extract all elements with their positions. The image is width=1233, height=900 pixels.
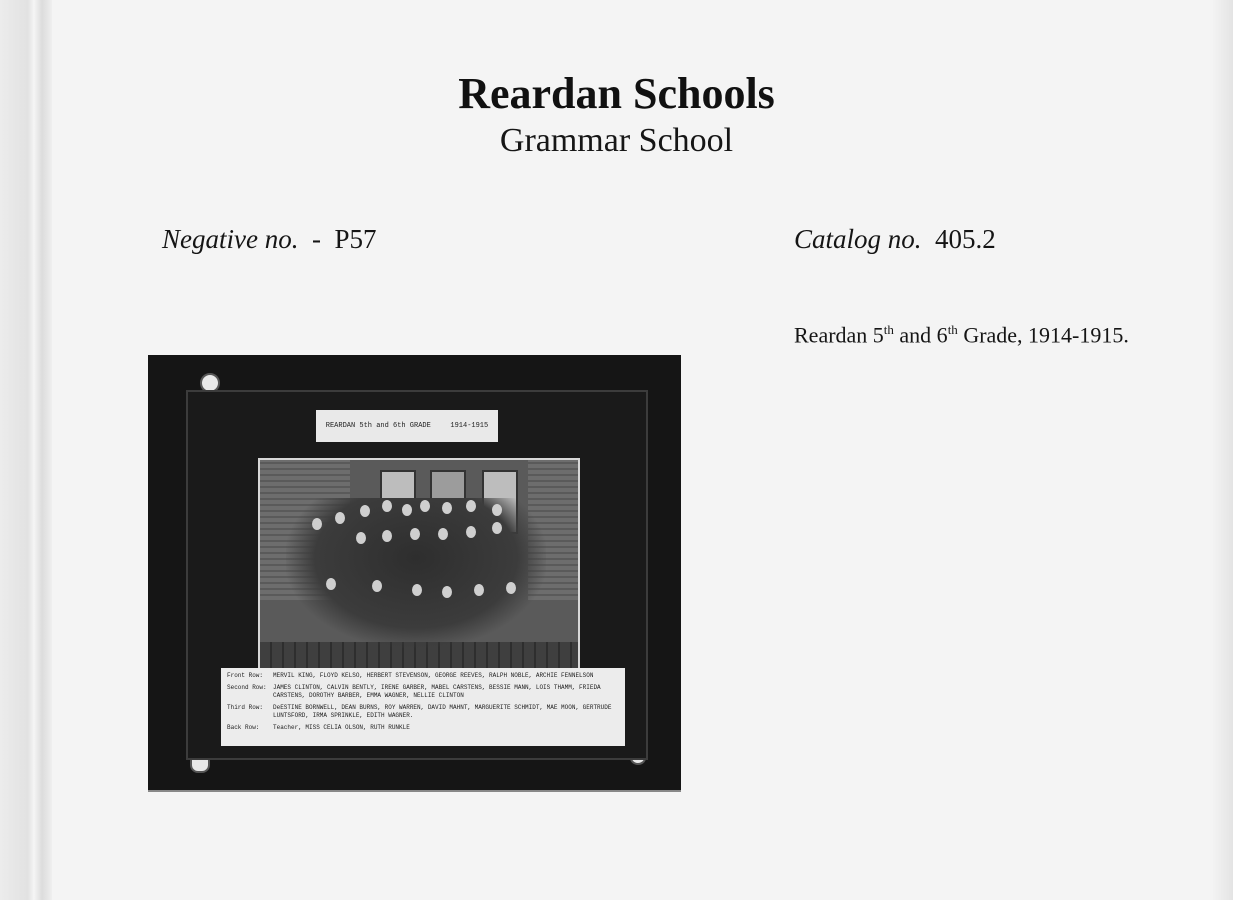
- student-head: [466, 526, 476, 538]
- desc-sup1: th: [883, 322, 894, 337]
- row-label: Front Row:: [227, 672, 264, 679]
- student-head: [438, 528, 448, 540]
- row-names: Teacher, MISS CELIA OLSON, RUTH RUNKLE: [273, 724, 410, 731]
- student-head: [442, 586, 452, 598]
- students-group: [286, 498, 546, 648]
- negative-separator: -: [311, 224, 321, 254]
- student-head: [420, 500, 430, 512]
- catalog-value: 405.2: [935, 224, 996, 254]
- desc-prefix: Reardan 5: [794, 322, 884, 348]
- student-head: [356, 532, 366, 544]
- student-head: [410, 528, 420, 540]
- student-head: [382, 530, 392, 542]
- student-head: [492, 522, 502, 534]
- row-names: JAMES CLINTON, CALVIN BENTLY, IRENE GARBER, MABEL CARSTENS, BESSIE MANN, LOIS THAMM, FRIEDA CARSTENS, DOROTHY BARBER, EMMA WAGNER, NELLIE CLINTON: [273, 684, 601, 699]
- student-head: [506, 582, 516, 594]
- caption-row: [227, 672, 619, 680]
- desc-sup2: th: [947, 322, 958, 337]
- student-head: [372, 580, 382, 592]
- negative-number: [162, 224, 377, 255]
- row-label: Back Row:: [227, 724, 260, 731]
- desc-middle: and 6: [893, 322, 948, 348]
- student-head: [412, 584, 422, 596]
- student-head: [492, 504, 502, 516]
- student-head: [442, 502, 452, 514]
- student-head: [466, 500, 476, 512]
- row-names: MERVIL KING, FLOYD KELSO, HERBERT STEVENSON, GEORGE REEVES, RALPH NOBLE, ARCHIE FENNELSON: [273, 672, 594, 679]
- student-head: [382, 500, 392, 512]
- photo-label-card: [316, 410, 498, 442]
- caption-row: [227, 704, 619, 720]
- caption-row: [227, 684, 619, 700]
- card-title: REARDAN 5th and 6th GRADE: [325, 422, 431, 430]
- student-head: [326, 578, 336, 590]
- student-head: [335, 512, 345, 524]
- catalog-label: Catalog no.: [794, 224, 922, 254]
- student-names-caption: [221, 668, 625, 746]
- row-names: DeESTINE BORNWELL, DEAN BURNS, ROY WARREN, DAVID MAHNT, MARGUERITE SCHMIDT, MAE MOON, GERTRUDE LUNTSFORD, IRMA SPRINKLE, EDITH WAGNER.: [273, 704, 612, 719]
- student-head: [402, 504, 412, 516]
- negative-label: Negative no.: [162, 224, 299, 254]
- class-group-photo: [258, 458, 580, 674]
- desc-suffix: Grade, 1914-1915.: [957, 322, 1129, 348]
- student-head: [360, 505, 370, 517]
- row-label: Third Row:: [227, 704, 264, 711]
- row-label: Second Row:: [227, 684, 267, 691]
- student-head: [474, 584, 484, 596]
- page-subtitle: Grammar School: [499, 122, 734, 159]
- page-title: Reardan Schools: [458, 69, 775, 118]
- negative-value: P57: [334, 224, 377, 254]
- caption-row: [227, 724, 619, 732]
- student-head: [312, 518, 322, 530]
- catalog-number: [794, 224, 996, 255]
- photo-negative: [148, 355, 681, 792]
- photo-description: [794, 322, 1129, 348]
- card-year: 1914-1915: [450, 422, 489, 430]
